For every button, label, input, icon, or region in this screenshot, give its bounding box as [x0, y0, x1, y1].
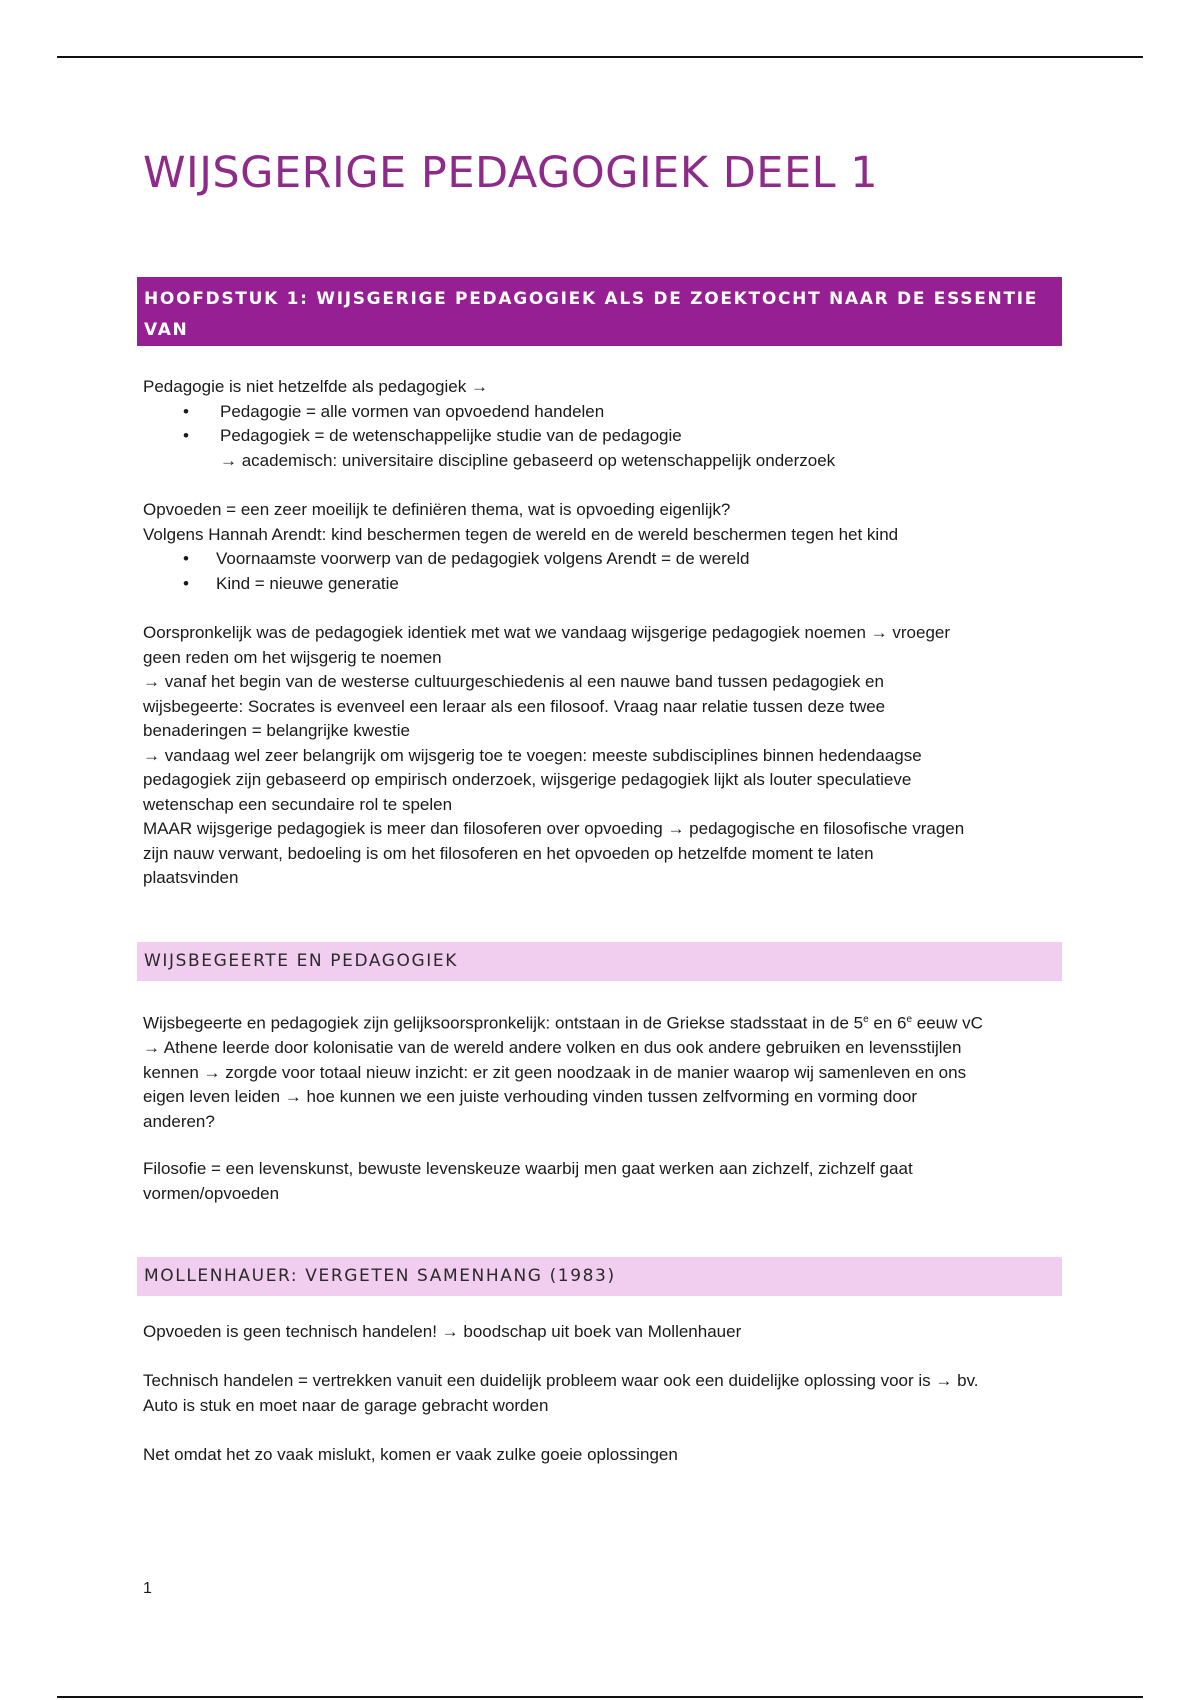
- bullet-icon: •: [183, 401, 189, 421]
- chapter-heading: [137, 277, 1062, 371]
- paragraph-line: plaatsvinden: [143, 868, 239, 887]
- paragraph-line: → vanaf het begin van de westerse cultuurgeschiedenis al een nauwe band tussen pedagogiek en: [143, 672, 884, 691]
- bullet-icon: •: [183, 426, 189, 445]
- paragraph-line: Opvoeden = een zeer moeilijk te definiëren thema, wat is opvoeding eigenlijk?: [143, 500, 731, 519]
- paragraph-line: Pedagogie is niet hetzelfde als pedagogiek →: [143, 377, 488, 396]
- section-heading-mollenhauer: MOLLENHAUER: VERGETEN SAMENHANG (1983): [137, 1257, 1062, 1296]
- list-item: [143, 547, 1063, 572]
- paragraph-line: pedagogiek zijn gebaseerd op empirisch onderzoek, wijsgerige pedagogiek lijkt als louter speculatieve: [143, 770, 912, 789]
- paragraph-line: Oorspronkelijk was de pedagogiek identiek met wat we vandaag wijsgerige pedagogiek noemen → vroeger: [143, 623, 951, 642]
- page-number: 1: [143, 1580, 152, 1597]
- text-run: en 6: [868, 1013, 907, 1033]
- indented-line: → academisch: universitaire discipline gebaseerd op wetenschappelijk onderzoek: [220, 450, 836, 470]
- paragraph-line: vormen/opvoeden: [143, 1183, 280, 1203]
- section-heading-wijsbegeerte: WIJSBEGEERTE EN PEDAGOGIEK: [137, 942, 1062, 981]
- list-item-text: Voornaamste voorwerp van de pedagogiek volgens Arendt = de wereld: [216, 549, 750, 568]
- list-item: [143, 424, 1063, 449]
- list-item-text: Kind = nieuwe generatie: [216, 573, 399, 593]
- text-run: Wijsbegeerte en pedagogiek zijn gelijksoorspronkelijk: ontstaan in de Griekse stadsstaat in de 5: [143, 1013, 864, 1033]
- paragraph-line: Technisch handelen = vertrekken vanuit een duidelijk probleem waar ook een duidelijke oplossing voor is → bv.: [143, 1371, 979, 1390]
- paragraph-line: → vandaag wel zeer belangrijk om wijsgerig toe te voegen: meeste subdisciplines binnen hedendaagse: [143, 745, 922, 765]
- paragraph-opvoeden: [143, 498, 1063, 596]
- header-rule: [57, 56, 1143, 58]
- paragraph-line: [143, 1008, 1063, 1036]
- paragraph-line: eigen leven leiden → hoe kunnen we een juiste verhouding vinden tussen zelfvorming en vorming door: [143, 1087, 917, 1107]
- paragraph-line: kennen → zorgde voor totaal nieuw inzicht: er zit geen noodzaak in de manier waarop wij samenleven en ons: [143, 1062, 967, 1082]
- paragraph-line: wijsbegeerte: Socrates is evenveel een leraar als een filosoof. Vraag naar relatie tussen deze twee: [143, 696, 886, 716]
- paragraph-line: Opvoeden is geen technisch handelen! → boodschap uit boek van Mollenhauer: [143, 1322, 742, 1341]
- paragraph-filosofie: [143, 1157, 1063, 1206]
- chapter-heading-line-1: HOOFDSTUK 1: WIJSGERIGE PEDAGOGIEK ALS DE ZOEKTOCHT NAAR DE ESSENTIE VAN: [144, 289, 1039, 340]
- paragraph-line: geen reden om het wijsgerig te noemen: [143, 647, 442, 667]
- document-title: WIJSGERIGE PEDAGOGIEK DEEL 1: [143, 148, 879, 198]
- paragraph-line: zijn nauw verwant, bedoeling is om het filosoferen en het opvoeden op hetzelfde moment te laten: [143, 843, 874, 863]
- paragraph-line: Auto is stuk en moet naar de garage gebracht worden: [143, 1395, 549, 1415]
- paragraph-line: anderen?: [143, 1111, 215, 1131]
- superscript: e: [863, 1014, 869, 1025]
- paragraph-opvoeden-technisch: [143, 1320, 1063, 1345]
- list-item-text: Pedagogiek = de wetenschappelijke studie van de pedagogie: [220, 426, 682, 445]
- paragraph-mislukt: [143, 1443, 1063, 1468]
- paragraph-line: benaderingen = belangrijke kwestie: [143, 721, 410, 740]
- superscript: e: [906, 1014, 913, 1025]
- paragraph-technisch-handelen: [143, 1369, 1063, 1418]
- paragraph-wijsbegeerte: [143, 1008, 1063, 1134]
- paragraph-line: wetenschap een secundaire rol te spelen: [143, 794, 453, 814]
- footer-rule: [57, 1696, 1143, 1698]
- paragraph-line: Filosofie = een levenskunst, bewuste levenskeuze waarbij men gaat werken aan zichzelf, zichzelf gaat: [143, 1159, 913, 1178]
- list-item-text: Pedagogie = alle vormen van opvoedend handelen: [220, 401, 605, 421]
- list-item: [143, 400, 1063, 425]
- list-item: [143, 572, 1063, 597]
- paragraph-line: MAAR wijsgerige pedagogiek is meer dan filosoferen over opvoeding → pedagogische en filosofische vragen: [143, 819, 965, 838]
- text-run: eeuw vC: [912, 1013, 983, 1033]
- chapter-heading-line-2: OPVOEDING: [144, 351, 274, 371]
- bullet-icon: •: [183, 549, 189, 568]
- paragraph-line: Net omdat het zo vaak mislukt, komen er vaak zulke goeie oplossingen: [143, 1445, 678, 1464]
- paragraph-oorspronkelijk: [143, 621, 1063, 891]
- paragraph-line: → Athene leerde door kolonisatie van de wereld andere volken en dus ook andere gebruiken en levensstijlen: [143, 1038, 962, 1058]
- bullet-icon: •: [183, 573, 189, 593]
- paragraph-line: Volgens Hannah Arendt: kind beschermen tegen de wereld en de wereld beschermen tegen het kind: [143, 524, 899, 544]
- paragraph-pedagogie: [143, 375, 1063, 473]
